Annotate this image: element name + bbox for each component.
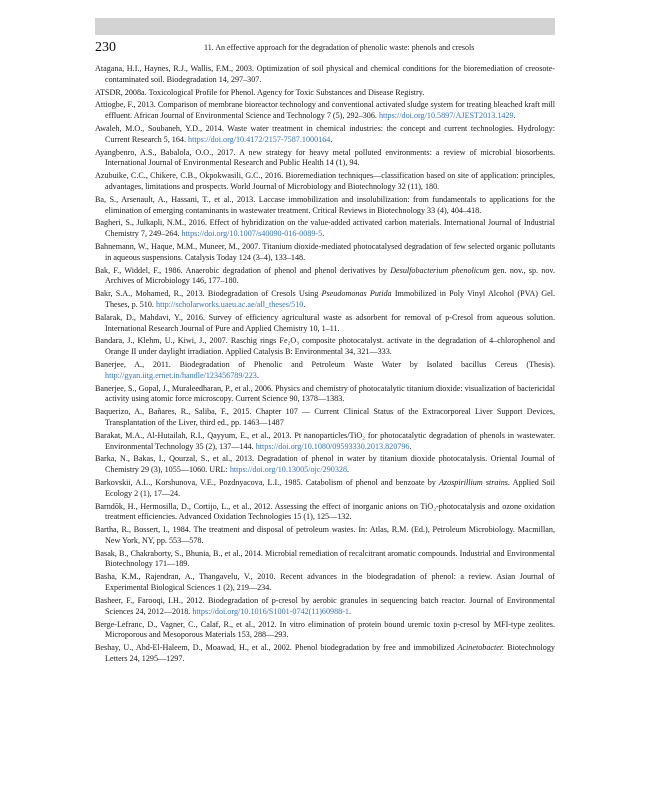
- reference-link[interactable]: https://doi.org/10.4172/2157-7587.1000164: [188, 134, 331, 144]
- reference-entry: [95, 525, 555, 546]
- reference-text: Bak, F., Widdel, F., 1986. Anaerobic degradation of phenol and phenol derivatives by: [95, 265, 391, 275]
- reference-entry: [95, 572, 555, 593]
- reference-text: Barkovskii, A.L., Korshunova, V.E., Pozdnyacova, L.I., 1985. Catabolism of phenol and benzoate by: [95, 477, 439, 487]
- reference-link[interactable]: https://doi.org/10.13005/ojc/290328: [229, 465, 348, 475]
- reference-text: Bakr, S.A., Mohamed, R., 2013. Biodegradation of Cresols Using: [95, 289, 322, 299]
- reference-entry: [95, 148, 555, 169]
- reference-list: [95, 64, 555, 667]
- running-title: 11. An effective approach for the degradation of phenolic waste: phenols and cresols: [204, 43, 475, 52]
- reference-entry: [95, 407, 555, 428]
- reference-text-tail: .: [347, 465, 350, 475]
- reference-entry: [95, 549, 555, 570]
- reference-text-tail: Applied Soil Ecology 2 (1), 17—24.: [105, 477, 556, 498]
- reference-text: Atagana, H.I., Haynes, R.J., Wallis, F.M., 2003. Optimization of soil physical and chemical conditions for the bioremediation of creosote-contaminated soil. Biodegradation 14, 297–307.: [95, 64, 555, 84]
- reference-text: Barka, N., Bakas, I., Qourzal, S., et al., 2013. Degradation of phenol in water by titanium dioxide photocatalysis. Oriental Journal of Chemistry 29 (3), 1055—1060. URL:: [95, 454, 555, 475]
- reference-text: Barndõk, H., Hermosilla, D., Cortijo, L., et al., 2012. Assessing the effect of inorganic anions on TiO₂-photocatalysis and ozone oxidation treatment efficiencies. Advanced Oxidation Technologies 15 (1), 125—132.: [95, 501, 555, 522]
- reference-italic: Acinetobacter.: [457, 643, 505, 653]
- reference-text: ATSDR, 2008a. Toxicological Profile for Phenol. Agency for Toxic Substances and Disease Registry.: [95, 87, 425, 97]
- reference-text: Azubuike, C.C., Chikere, C.B., Okpokwasili, G.C., 2016. Bioremediation techniques—classification based on site of application: principles, advantages, limitations and prospects. World Journal of Microbiology and Biotechnology 32 (11), 180.: [95, 171, 555, 191]
- reference-entry: [95, 596, 555, 617]
- reference-entry: [95, 336, 555, 357]
- reference-text: Berge-Lefranc, D., Vagner, C., Calaf, R., et al., 2012. In vitro elimination of protein bound uremic toxin p-cresol by MFI-type zeolites. Microporous and Mesoporous Materials 153, 288—293.: [95, 619, 555, 640]
- reference-text-tail: .: [322, 229, 325, 239]
- reference-text: Basha, K.M., Rajendran, A., Thangavelu, V., 2010. Recent advances in the biodegradation of phenol: a review. Asian Journal of Experimental Biological Sciences 1 (2), 219—234.: [95, 572, 555, 593]
- reference-entry: [95, 124, 555, 145]
- reference-text-end: .: [303, 299, 306, 309]
- reference-text: Basheer, F., Farooqi, I.H., 2012. Biodegradation of p-cresol by aerobic granules in sequencing batch reactor. Journal of Environmental Sciences 24, 2012—2018.: [95, 595, 555, 616]
- reference-text-tail: .: [348, 606, 352, 616]
- reference-entry: [95, 384, 555, 405]
- reference-entry: [95, 478, 555, 499]
- reference-text: Ayangbenro, A.S., Babalola, O.O., 2017. A new strategy for heavy metal polluted environments: a review of microbial biosorbents. International Journal of Environmental Research and Public Health 14 (1), 94.: [95, 147, 555, 168]
- reference-entry: [95, 502, 555, 523]
- reference-text: Ba, S., Arsenault, A., Hassani, T., et al., 2013. Laccase immobilization and insolubilization: from fundamentals to applications for the elimination of emerging contaminants in wastewater treatment. Critical Reviews in Biotechnology 33 (4), 404–418.: [95, 194, 555, 215]
- reference-italic: Pseudomonas Putida: [321, 289, 392, 299]
- reference-entry: [95, 64, 555, 85]
- reference-text: Bandara, J., Klehm, U., Kiwi, J., 2007. Raschig rings Fe₂O₃ composite photocatalyst. activate in the degradation of 4–chlorophenol and Orange II under daylight irradiation. Applied Catalysis B: Environmental 34, 321—333.: [95, 336, 555, 357]
- reference-text: Baquerizo, A., Bañares, R., Saliba, F., 2015. Chapter 107 — Current Clinical Status of the Extracorporeal Liver Support Devices, Transplantation of the Liver, third ed., pp. 1463—1487: [95, 407, 555, 427]
- reference-entry: [95, 88, 555, 99]
- reference-italic: Desulfobacterium phenolicum: [390, 265, 490, 275]
- reference-link[interactable]: http://scholarworks.uaeu.ac.ae/all_theses/510: [156, 299, 304, 309]
- reference-text: Banerjee, A., 2011. Biodegradation of Phenolic and Petroleum Waste Water by Isolated bacillus Cereus (Thesis).: [95, 360, 555, 370]
- page-number: 230: [95, 40, 116, 55]
- reference-text: Bartha, R., Bossert, I., 1984. The treatment and disposal of petroleum wastes. In: Atlas, R.M. (Ed.), Petroleum Microbiology. Macmillan, New York, NY, pp. 553—578.: [95, 525, 555, 545]
- reference-link[interactable]: https://doi.org/10.1007/s40090-016-0089-5: [181, 229, 323, 239]
- reference-text-tail: .: [330, 134, 333, 144]
- reference-text: Basak, B., Chakraborty, S., Bhunia, B., et al., 2014. Microbial remediation of recalcitrant aromatic compounds. Industrial and Environmental Biotechnology 171—189.: [95, 548, 555, 569]
- reference-entry: [95, 313, 555, 334]
- reference-text: Awaleh, M.O., Soubaneh, Y.D., 2014. Waste water treatment in chemical industries: the concept and current technologies. Hydrology: Current Research 5, 164.: [95, 124, 555, 144]
- reference-entry: [95, 242, 555, 263]
- reference-text: Bagheri, S., Julkapli, N.M., 2016. Effect of hybridization on the value-added activated carbon materials. International Journal of Industrial Chemistry 7, 249–264.: [95, 218, 555, 239]
- reference-entry: [95, 218, 555, 239]
- reference-text-tail: .: [409, 441, 412, 451]
- reference-text: Balarak, D., Mahdavi, Y., 2016. Survey of efficiency agricultural waste as adsorbent for removal of p-Cresol from aqueous solution. International Research Journal of Pure and Applied Chemistry 10, 1–11.: [95, 312, 555, 333]
- reference-text-tail: .: [513, 111, 516, 121]
- reference-text: Attiogbe, F., 2013. Comparison of membrane bioreactor technology and conventional activated sludge system for treating bleached kraft mill effluent. African Journal of Environmental Science and Technology 7 (5), 292–306.: [95, 100, 555, 121]
- reference-text: Banerjee, S., Gopal, J., Muraleedharan, P., et al., 2006. Physics and chemistry of photocatalytic titanium dioxide: visualization of bactericidal activity using atomic force microscopy. Current Science 90, 1378—1383.: [95, 383, 555, 404]
- reference-entry: [95, 620, 555, 641]
- reference-text: Beshay, U., Abd-El-Haleem, D., Moawad, H., et al., 2002. Phenol biodegradation by free and immobilized: [95, 643, 458, 653]
- reference-link[interactable]: http://gyan.iitg.ernet.in/handle/123456789/223: [105, 370, 257, 380]
- reference-entry: [95, 266, 555, 287]
- reference-link[interactable]: https://doi.org/10.1016/S1001-0742(11)60988-1: [192, 606, 349, 616]
- reference-entry: [95, 171, 555, 192]
- reference-link[interactable]: https://doi.org/10.5897/AJEST2013.1429: [378, 111, 514, 121]
- page-header: [95, 40, 555, 56]
- reference-entry: [95, 289, 555, 310]
- reference-text: Barakat, M.A., Al-Hutailah, R.I., Qayyum, E., et al., 2013. Pt nanoparticles/TiO₂ for photocatalytic degradation of phenols in wastewater. Environmental Technology 35 (2), 137—144.: [95, 430, 555, 451]
- reference-text-tail: Immobilized in Poly Vinyl Alcohol (PVA) Gel. Theses, p. 510.: [105, 289, 555, 309]
- header-bar: [95, 18, 555, 35]
- reference-text-tail: .: [256, 370, 259, 380]
- reference-text-tail: gen. nov., sp. nov. Archives of Microbiology 146, 177–180.: [105, 265, 555, 286]
- reference-entry: [95, 100, 555, 121]
- reference-text-tail: Biotechnology Letters 24, 1295—1297.: [105, 643, 555, 663]
- reference-entry: [95, 360, 555, 381]
- reference-entry: [95, 454, 555, 475]
- reference-entry: [95, 195, 555, 216]
- reference-entry: [95, 431, 555, 452]
- reference-text: Bahnemann, W., Haque, M.M., Muneer, M., 2007. Titanium dioxide-mediated photocatalysed degradation of few selected organic pollutants in aqueous suspensions. Catalysis Today 124 (3–4), 133–148.: [95, 242, 555, 262]
- reference-italic: Azospirillium strains.: [438, 477, 510, 487]
- reference-link[interactable]: https://doi.org/10.1080/09593330.2013.820796: [255, 441, 410, 451]
- reference-entry: [95, 643, 555, 664]
